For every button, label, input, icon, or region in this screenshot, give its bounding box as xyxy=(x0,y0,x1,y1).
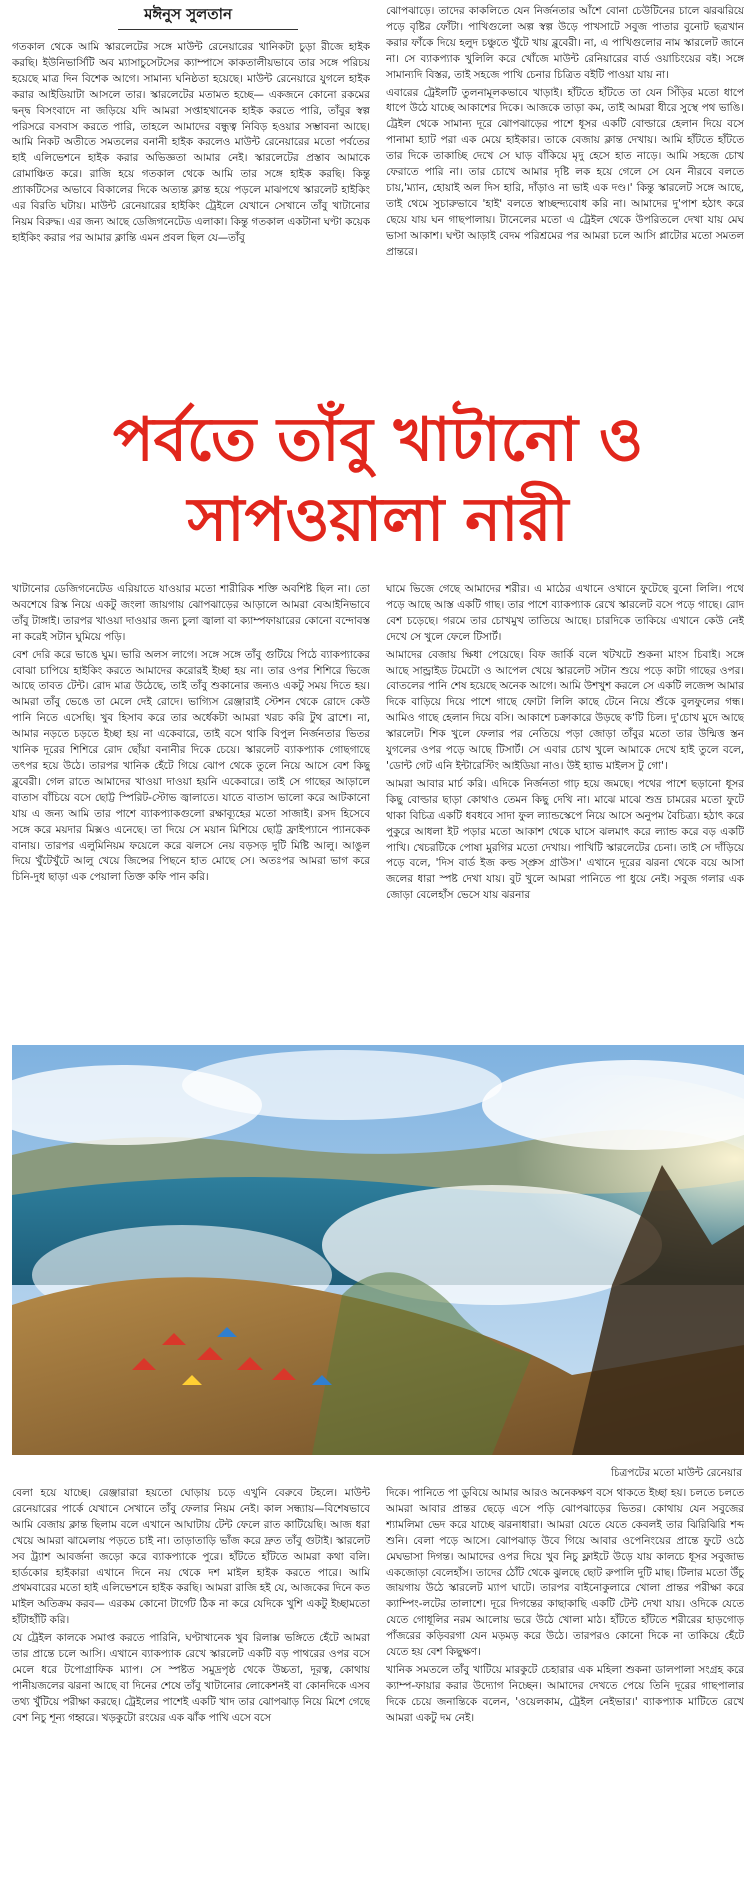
paragraph: আমরা আবার মার্চ করি। এদিকে নির্জনতা গাঢ় হয়ে জমছে। পথের পাশে ছড়ানো ধূসর কিছু বোল্ডার ছাড়া কোথাও তেমন কিছু দেখি না। মাঝে মাঝে শুভ্র চামরের মতো ফুটে থাকা বিচিত্র একটি ধবধবে সাদা ফুল ল্যান্ডস্কেপে নিয়ে আসে অনুপম বৈচিত্র্য। হঠাৎ করে পুকুরে আধলা ইট পড়ার মতো আকাশ থেকে ঘাসে ঝলমাৎ করে ল্যান্ড করে বড় একটি পাখি। খেচরটিকে পোষা মুরগির মতো দেখায়। পাখিটি স্কারলেটের চেনা। তাই সে দাঁড়িয়ে পড়ে বলে, 'দিস বার্ড ইজ কল্ড স্প্রুস গ্রাউস।' এখানে দূরের ঝরনা থেকে বয়ে আসা জলের ধারা স্পষ্ট দেখা যায়। বুট খুলে আমরা পানিতে পা ধুয়ে নেই। সবুজ গলার এক জোড়া বেলেহাঁস ভেসে যায় ঝরনার xyxy=(386,777,744,902)
column-mid-left xyxy=(12,582,370,1034)
column-top-left xyxy=(12,40,370,390)
paragraph: খানিক সমতলে তাঁবু খাটিয়ে মারকুটে চেহারার এক মহিলা শুকনা ডালপালা সংগ্রহ করে ক্যাম্প-ফায়ার করার উদ্যোগ নিচ্ছেন। আমাদের দেখতে পেয়ে তিনি দূরের গাছপালার দিকে চেয়ে জনান্তিকে বলেন, 'ওয়েলকাম, ট্রেইল নেইভার।' ব্যাকপ্যাক মাটিতে রেখে আমরা একটু দম নেই। xyxy=(386,1663,744,1724)
paragraph: ঝোপঝাড়ে। তাদের কাকলিতে যেন নির্জনতার আঁশে বোনা চেউটিনের চালে ঝরঝরিয়ে পড়ে বৃষ্টির ফোঁটা। পাখিগুলো অল্প স্বল্প উড়ে পাখসাটে সবুজ পাতার বুনোট ছত্রখান করার ফাঁকে দিয়ে হলুদ চঞ্চুতে খুঁটে খায় ব্লুবেরী। না, এ পাখিগুলোর নাম স্কারলেট জানে না। সে ব্যাকপ্যাক খুলিলি করে খোঁজে মাউন্ট রেনিয়ারের বার্ড ওয়াচিংয়ের বই। সঙ্গে সামান্যদি বিস্তর, তাই সহজে পাখি চেনার চিত্রিত বইটি পাওয়া যায় না। xyxy=(386,5,744,81)
paragraph: খাটানোর ডেজিগনেটেড এরিয়াতে যাওয়ার মতো শারীরিক শক্তি অবশিষ্ট ছিল না। তো অবশেষে রিস্ক নিয়ে একটু জংলা জায়গায় ঝোপঝাড়ের আড়ালে আমরা বেআইনিভাবে তাঁবু টাঙ্গাই। তারপর খাওয়া দাওয়ার জন্য চুলা জ্বালা বা ক্যাম্পফায়ারের কোনো বন্দোবস্ত না করেই সটান ঘুমিয়ে পড়ি। xyxy=(12,583,370,643)
paragraph: দিকে। পানিতে পা ডুবিয়ে আমার আরও অনেকক্ষণ বসে থাকতে ইচ্ছা হয়। চলতে চলতে আমরা আবার প্রান্তর ছেড়ে এসে পড়ি ঝোপঝাড়ের ভিতর। কোথায় যেন সবুজের শ্যামলিমা ভেদ করে যাচ্ছে ঝরনাধারা। আমরা যেতে যেতে কেবলই তার ঝিরিঝিরি শব্দ শুনি। বেলা পড়ে আসে। ঝোপঝাড় উবে গিয়ে আবার ওপেনিংয়ের প্রান্তে ফুটে ওঠে মেঘভাসা দিগন্ত। আমাদের ওপর দিয়ে খুব নিচু ফ্লাইটে উড়ে যায় কালচে ধূসর সবুজাভ একজোড়া বেলেহাঁস। তাদের ঠোঁট থেকে ঝুলছে ছোট রুপালি দুটি মাছ। টিলার মতো উঁচু জায়গায় উঠে স্কারলেট ম্যাপ ঘাটে। তারপর বাইনোকুলারে খোলা প্রান্তর পরীক্ষা করে ক্যাম্পিং-লটের তালাশে। দূরে দিগন্তের কাছাকাছি একটি টেন্ট দেখা যায়। ওদিকে যেতে যেতে গোধূলির নরম আলোয় ভরে উঠে খোলা মাঠ। হাঁটতে হাঁটতে শরীরের হাড়গোড় পাঁজরের কড়িবরগা যেন মড়মড় করে উঠে। তারপরও কোনো দিকে না তাকিয়ে হেঁটে যেতে হয় বেশ কিছুক্ষণ। xyxy=(386,1487,744,1659)
paragraph: এবারের ট্রেইলটি তুলনামূলকভাবে খাড়াই। হাঁটতে হাঁটতে তা যেন সিঁড়ির মতো ধাপে ধাপে উঠে যাচ্ছে আকাশের দিকে। আজকে তাড়া কম, তাই আমরা ধীরে সুস্থে পথ ভাঙি। ট্রেইল থেকে সামান্য দূরে ঝোপঝাড়ের পাশে ধূসর একটি বোল্ডারে হেলান দিয়ে বসে পানামা হ্যাট পরা এক মেয়ে হাইকার। তাকে বেজায় ক্লান্ত দেখায়। আমি হাঁটতে হাঁটতে তার দিকে তাকাচ্ছি দেখে সে ঘাড় বাঁকিয়ে মৃদু হেসে হাত নাড়ে। আমি সহজে চোখ ফেরাতে পারি না। তার চোখে আমার দৃষ্টি লক হয়ে গেলে সে যেন নীরবে বলতে চায়,'ম্যান, হোয়াই অল দিস হারি, দাঁড়াও না ভাই এক দণ্ড।' কিন্তু স্কারলেট সঙ্গে আছে, তাই থেমে সুচারুভাবে 'হাই' বলতে স্বাচ্ছন্দ্যবোধ করি না। আমাদের দু'পাশ হঠাৎ করে ছেয়ে যায় ঘন গাছপালায়। টানেলের মতো এ ট্রেইল থেকে উপরিতলে দেখা যায় মেঘ ভাসা আকাশ। ঘণ্টা আড়াই বেদম পরিশ্রমের পর আমরা চলে আসি প্লাটোর মতো সমতল প্রান্তরে। xyxy=(386,86,744,258)
column-top-right xyxy=(386,4,744,392)
mount-rainier-illustration xyxy=(12,1045,744,1455)
headline xyxy=(20,400,736,560)
column-bottom-right xyxy=(386,1486,744,1878)
column-mid-right xyxy=(386,582,744,1034)
paragraph: বেশ দেরি করে ভাঙে ঘুম। ভারি অলস লাগে। সঙ্গে সঙ্গে তাঁবু গুটিয়ে পিঠে ব্যাকপ্যাকের বোঝা চাপিয়ে হাইকিং করতে আমাদের করোরই ইচ্ছা হয় না। তার ওপর শিশিরে ভিজে আছে তাবত টেন্ট। রোদ মাত্র উঠেছে, তাই তাঁবু শুকানোর জন্যও একটু সময় দিতে হয়। আমরা তাঁবু ভেঙে তা মেলে দেই রোদে। ভাগ্যিস রেঞ্জারাই স্টেশন থেকে রোদে কেউ পানি নিতে এসেছি। খুব হিসাব করে তার অর্ধেকটা আমরা খরচ করি টুথ ব্রাশে। না, আমার নড়তে চড়তে ইচ্ছা হয় না একেবারে, তাই বসে থাকি বিপুল নির্জনতার ভিতর খানিক দূরের শিশিরে রোদ ছোঁয়া বনানীর দিকে চেয়ে। স্কারলেট ব্যাকপ্যাক গোছগাছে তৎপর হয়ে উঠে। তারপর খানিক হেঁটে গিয়ে ঝোপ থেকে তুলে নিয়ে আসে বেশ কিছু ব্লুবেরী। গেল রাতে আমাদের খাওয়া দাওয়া হয়নি একেবারে। তাই সে গাছের আড়ালে বাতাস বাঁচিয়ে বসে ছোট্ট স্পিরিট-স্টোভ জ্বালাতে। যাতে বাতাস ভালো করে আটকানো যায় এ জন্য আমি তার পাশে ব্যাকপ্যাকগুলো রক্ষাব্যূহের মতো সাজাই। রসদ হিসেবে সঙ্গে করে ময়দার মিক্সও এনেছে। তা দিয়ে সে ময়ান মিশিয়ে ছোট্ট ফ্রাইপ্যানে প্যানকেক বানায়। তারপর এলুমিনিয়ম ফয়েলে করে ঝলসে নেয় বড়সড় দুটি মিষ্টি আলু। আঙুল দিয়ে খুঁটেখুঁটে আলু খেয়ে জিন্সের পিছনে হাত মোছে সে। অতঃপর আমরা ভাগ করে চিনি-দুধ ছাড়া এক পেয়ালা তিক্ত কফি পান করি। xyxy=(12,648,370,884)
byline xyxy=(8,4,368,42)
headline-line-1: পর্বতে তাঁবু খাটানো ও xyxy=(112,405,644,475)
paragraph: ঘামে ভিজে গেছে আমাদের শরীর। এ মাঠের এখানে ওখানে ফুটেছে বুনো লিলি। পথে পড়ে আছে আস্ত একটি গাছ। তার পাশে ব্যাকপ্যাক রেখে স্কারলেট বসে পড়ে গাছে। রোদ বেশ চড়েছে। গরমে তার চোখমুখ তাতিয়ে আছে। চারদিকে তাকিয়ে এখানে কেউ নেই দেখে সে খুলে ফেলে টিসার্ট। xyxy=(386,583,744,643)
photo-caption: চিত্রপটের মতো মাউন্ট রেনেয়ার xyxy=(610,1467,742,1479)
byline-underline xyxy=(118,29,298,30)
headline-line-2: সাপওয়ালা নারী xyxy=(187,485,569,555)
mountain-photo xyxy=(12,1045,744,1455)
paragraph: গতকাল থেকে আমি স্কারলেটের সঙ্গে মাউন্ট রেনেয়ারের খানিকটা চুড়া রীজে হাইক করছি। ইউনিভার্সিটি অব ম্যাসাচুসেটসের ক্যাম্পাসে কাকতালীয়ভাবে তার সঙ্গে পরিচয় হয়েছে মাত্র দিন বিশেক আগে। সামান্য ঘনিষ্ঠতা হয়েছে। মাউন্ট রেনেয়ারে যুগলে হাইক করার আইডিয়াটা আসলে তার। স্কারলেটের মতামত হচ্ছে— একজনে কোনো রকমের দ্বন্দ্ব বিসংবাদে না জড়িয়ে যদি আমরা সপ্তাহখানেক হাইক করতে পারি, তাঁবুর স্বল্প পরিসরে বসবাস করতে পারি, তাহলে আমাদের বন্ধুত্ব নিবিড় হওয়ার সম্ভাবনা আছে। আমি নিকট অতীতে সমতলের বনানী হাইক করলেও মাউন্ট রেনেয়ারের মতো পর্বতের হাই এলিভেশনে হাইক করার অভিজ্ঞতা আমার নেই। স্কারলেটের প্রস্তাব আমাকে রোমাঞ্চিত করে। রাজি হয়ে গতকাল থেকে আমি তার সঙ্গে হাইক করছি। কিন্তু প্র্যাকটিসের অভাবে বিকালের দিকে অত্যন্ত ক্লান্ত হয়ে পড়লে মাঝপথে স্কারলেট হাইকিং এর বিরতি ঘটায়। মাউন্ট রেনেয়ারের হাইকিং ট্রেইলে যেখানে সেখানে তাঁবু খাটানোর নিয়ম বিরুদ্ধ। এর জন্য আছে ডেজিগনেটেড এলাকা। কিন্তু গতকাল একটানা ঘণ্টা কয়েক হাইকিং করার পর আমার ক্লান্তি এমন প্রবল ছিল যে—তাঁবু xyxy=(12,41,370,244)
paragraph: আমাদের বেজায় ক্ষিধা পেয়েছে। বিফ জার্কি বলে খটখটে শুকনা মাংস চিবাই। সঙ্গে আছে সান্ড্রাইড টমেটো ও আপেল খেয়ে স্কারলেট সটান শুয়ে পড়ে কাটা গাছের ওপর। বোতলের পানি শেষ হয়েছে অনেক আগে। আমি উশখুশ করলে সে একটি লজেন্স আমার দিকে বাড়িয়ে দিয়ে পাশে গাছে ফোটা লিলি কাছে টেনে নিয়ে শুঁকে বুলফুলের গন্ধ। আমিও গাছে হেলান দিয়ে বসি। আকাশে চক্রাকারে উড়ছে ক'টি চিল। দু'চোখ মুদে আছে স্কারলেট। শিক খুলে ফেলার পর নেতিয়ে পড়া জোড়া তাঁবুর মতো তার উন্মিত্ত স্তন যুগলের ওপর পড়ে আছে টিসার্ট। সে এবার চোখ খুলে আমাকে দেখে হাই তুলে বলে, 'ডোন্ট গেট এনি ইন্টারেস্টিং আইডিয়া নাও। উই হ্যাভ মাইলস টু গো'। xyxy=(386,648,744,772)
column-bottom-left xyxy=(12,1486,370,1878)
paragraph: বেলা হয়ে যাচ্ছে। রেঞ্জারারা হয়তো ঘোড়ায় চড়ে এখুনি বেরুবে টহলে। মাউন্ট রেনেয়ারের পার্কে যেখানে সেখানে তাঁবু ফেলার নিয়ম নেই। কাল সন্ধ্যায়—বিশেষভাবে আমি বেজায় ক্লান্ত ছিলাম বলে এখানে আঘাটায় টেন্ট ফেলে রাত কাটিয়েছি। আজ ধরা খেয়ে আমরা ঝামেলায় পড়তে চাই না। তাড়াতাড়ি ভাঁজ করে দ্রুত তাঁবু গুটাই। স্কারলেট সব ট্র্যাশ আবর্জনা জড়ো করে ব্যাকপ্যাকে পুরে। হাঁটতে হাঁটতে আমরা কথা বলি। হার্ডকোর হাইকারা এখানে দিনে নয় থেকে দশ মাইল হাইক করতে পারে। আমি প্রথমবারের মতো হাই এলিভেশনে হাইক করছি। আমরা রাজি হই যে, আজকের দিনে কত মাইল অতিক্রম করব— এরকম কোনো টার্গেট ঠিক না করে যেদিকে খুশি একটু ইচ্ছামতো হাঁটাহাঁটি করি। xyxy=(12,1487,370,1627)
author-name: মঈনুস সুলতান xyxy=(144,5,232,23)
paragraph: যে ট্রেইল কালকে সমাপ্ত করতে পারিনি, ঘণ্টাখানেক খুব রিলাক্স ভঙ্গিতে হেঁটে আমরা তার প্রান্তে চলে আসি। এখানে ব্যাকপ্যাক রেখে স্কারলেট একটি বড় পাথরের ওপর বসে মেলে ধরে টপোগ্রাফিক ম্যাপ। সে স্পষ্টত সমুদ্রপৃষ্ঠ থেকে উচ্চতা, দূরত্ব, কোথায় পানীয়জলের ঝরনা আছে বা দিনের শেষে তাঁবু খাটানোর লোকেশনই বা কোনদিকে এসব তথ্য খুঁটিয়ে পরীক্ষা করছে। ট্রেইলের পাশেই একটি খাদ তার ঝোপঝাড় নিয়ে মিশে গেছে বেশ নিচু শূন্য গহ্বরে। খড়কুটো রংয়ের এক ঝাঁক পাখি এসে বসে xyxy=(12,1632,370,1724)
